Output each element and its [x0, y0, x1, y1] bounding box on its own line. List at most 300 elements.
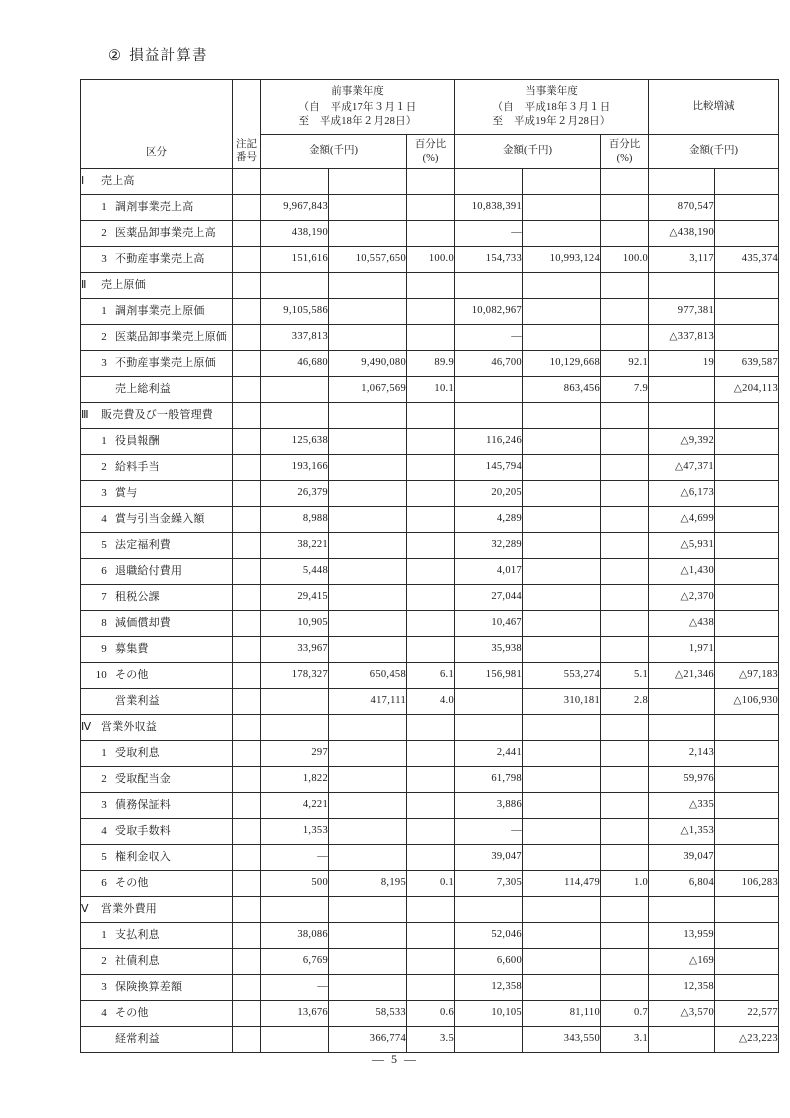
row-label: 営業利益 [115, 695, 160, 708]
prev-percent: 100.0 [407, 247, 455, 273]
diff-total-amount: 22,577 [715, 1001, 779, 1027]
row-item-number: 2 [101, 773, 107, 786]
table-row [81, 299, 779, 325]
row-item-number: 1 [101, 929, 107, 942]
row-note-number [233, 247, 261, 273]
prev-percent [407, 559, 455, 585]
curr-total-amount: 310,181 [523, 689, 601, 715]
curr-percent [601, 975, 649, 1001]
prev-detail-amount: 4,221 [261, 793, 329, 819]
table-row [81, 481, 779, 507]
curr-detail-amount: 10,838,391 [455, 195, 523, 221]
row-label: 受取配当金 [115, 773, 171, 786]
header-prev-period [261, 80, 455, 135]
prev-detail-amount: — [261, 975, 329, 1001]
table-row [81, 273, 779, 299]
row-label-cell [81, 299, 233, 325]
row-item-number: 1 [101, 201, 107, 214]
row-label-cell [81, 1027, 233, 1053]
diff-total-amount [715, 949, 779, 975]
row-label: 医薬品卸事業売上原価 [115, 331, 227, 344]
row-label-cell [81, 273, 233, 299]
row-label-cell [81, 767, 233, 793]
table-row [81, 195, 779, 221]
row-note-number [233, 221, 261, 247]
row-label: 営業外収益 [101, 721, 157, 734]
prev-total-amount: 58,533 [329, 1001, 407, 1027]
curr-detail-amount: 61,798 [455, 767, 523, 793]
curr-percent: 3.1 [601, 1027, 649, 1053]
prev-percent: 10.1 [407, 377, 455, 403]
row-note-number [233, 819, 261, 845]
prev-percent [407, 403, 455, 429]
diff-total-amount: △23,223 [715, 1027, 779, 1053]
prev-total-amount [329, 429, 407, 455]
curr-detail-amount [455, 1027, 523, 1053]
table-row [81, 637, 779, 663]
diff-total-amount [715, 455, 779, 481]
row-note-number [233, 793, 261, 819]
curr-percent-line2: (%) [616, 152, 633, 164]
prev-percent [407, 507, 455, 533]
diff-total-amount [715, 559, 779, 585]
curr-period-name: 当事業年度 [525, 85, 578, 97]
curr-total-amount [523, 767, 601, 793]
diff-total-amount [715, 403, 779, 429]
prev-detail-amount: 26,379 [261, 481, 329, 507]
curr-detail-amount: 39,047 [455, 845, 523, 871]
curr-percent [601, 715, 649, 741]
row-label: 法定福利費 [115, 539, 171, 552]
curr-detail-amount: 10,105 [455, 1001, 523, 1027]
curr-total-amount [523, 975, 601, 1001]
row-note-number [233, 169, 261, 195]
curr-detail-amount: 3,886 [455, 793, 523, 819]
row-label: 保険換算差額 [115, 981, 183, 994]
row-label: 営業外費用 [101, 903, 157, 916]
row-item-number: 3 [101, 357, 107, 370]
prev-total-amount [329, 169, 407, 195]
row-item-number: 3 [101, 487, 107, 500]
curr-percent: 2.8 [601, 689, 649, 715]
prev-detail-amount: 1,822 [261, 767, 329, 793]
table-row [81, 455, 779, 481]
row-label-cell [81, 429, 233, 455]
prev-detail-amount: 38,221 [261, 533, 329, 559]
row-label-cell [81, 793, 233, 819]
prev-percent: 3.5 [407, 1027, 455, 1053]
curr-total-amount [523, 585, 601, 611]
prev-detail-amount: 29,415 [261, 585, 329, 611]
row-item-number: 2 [101, 331, 107, 344]
prev-percent: 0.6 [407, 1001, 455, 1027]
row-note-number [233, 923, 261, 949]
curr-detail-amount: 7,305 [455, 871, 523, 897]
row-label-cell [81, 195, 233, 221]
prev-percent: 6.1 [407, 663, 455, 689]
row-label-cell [81, 611, 233, 637]
curr-detail-amount: — [455, 325, 523, 351]
curr-percent [601, 923, 649, 949]
curr-percent: 100.0 [601, 247, 649, 273]
curr-total-amount [523, 429, 601, 455]
diff-detail-amount: 1,971 [649, 637, 715, 663]
table-row [81, 663, 779, 689]
row-label: その他 [115, 1007, 149, 1020]
prev-percent [407, 429, 455, 455]
curr-period-to: 至 平成19年２月28日） [492, 116, 611, 128]
prev-detail-amount: 178,327 [261, 663, 329, 689]
row-note-number [233, 767, 261, 793]
row-label: 売上総利益 [115, 383, 171, 396]
page-title [108, 44, 208, 65]
diff-total-amount [715, 845, 779, 871]
diff-total-amount: 639,587 [715, 351, 779, 377]
row-note-number [233, 585, 261, 611]
prev-total-amount [329, 897, 407, 923]
row-item-number: 5 [101, 539, 107, 552]
curr-percent: 0.7 [601, 1001, 649, 1027]
prev-percent [407, 923, 455, 949]
prev-total-amount [329, 741, 407, 767]
prev-detail-amount [261, 715, 329, 741]
prev-total-amount: 8,195 [329, 871, 407, 897]
row-item-number: 2 [101, 955, 107, 968]
curr-total-amount: 81,110 [523, 1001, 601, 1027]
row-item-number: 7 [101, 591, 107, 604]
diff-detail-amount: 870,547 [649, 195, 715, 221]
prev-detail-amount [261, 403, 329, 429]
curr-total-amount [523, 845, 601, 871]
curr-detail-amount: — [455, 819, 523, 845]
diff-detail-amount: △6,173 [649, 481, 715, 507]
prev-percent [407, 533, 455, 559]
header-note-number [233, 80, 261, 169]
diff-detail-amount: 13,959 [649, 923, 715, 949]
diff-total-amount [715, 533, 779, 559]
header-curr-amount: 金額(千円) [455, 135, 601, 169]
diff-detail-amount: 19 [649, 351, 715, 377]
row-note-number [233, 949, 261, 975]
row-item-number: 1 [101, 747, 107, 760]
row-note-number [233, 403, 261, 429]
row-item-number: 9 [101, 643, 107, 656]
curr-percent [601, 221, 649, 247]
row-label-cell [81, 715, 233, 741]
curr-total-amount [523, 819, 601, 845]
curr-percent [601, 507, 649, 533]
row-label-cell [81, 637, 233, 663]
row-note-number [233, 273, 261, 299]
row-item-number: 2 [101, 461, 107, 474]
diff-detail-amount [649, 377, 715, 403]
diff-total-amount [715, 637, 779, 663]
row-roman-numeral: Ⅴ [81, 903, 89, 916]
curr-percent [601, 299, 649, 325]
prev-percent: 0.1 [407, 871, 455, 897]
row-note-number [233, 377, 261, 403]
prev-detail-amount: 13,676 [261, 1001, 329, 1027]
row-item-number: 4 [101, 1007, 107, 1020]
prev-percent [407, 949, 455, 975]
prev-detail-amount: 38,086 [261, 923, 329, 949]
prev-total-amount: 366,774 [329, 1027, 407, 1053]
diff-total-amount [715, 611, 779, 637]
table-row [81, 507, 779, 533]
diff-detail-amount: △1,430 [649, 559, 715, 585]
row-label: 給料手当 [115, 461, 160, 474]
curr-detail-amount: 4,289 [455, 507, 523, 533]
curr-detail-amount: 12,358 [455, 975, 523, 1001]
prev-detail-amount: 151,616 [261, 247, 329, 273]
curr-percent [601, 403, 649, 429]
diff-detail-amount: 3,117 [649, 247, 715, 273]
table-row [81, 975, 779, 1001]
prev-detail-amount: 9,967,843 [261, 195, 329, 221]
prev-period-to: 至 平成18年２月28日） [298, 116, 417, 128]
row-label-cell [81, 247, 233, 273]
prev-percent [407, 325, 455, 351]
prev-percent [407, 845, 455, 871]
row-label-cell [81, 507, 233, 533]
table-row [81, 949, 779, 975]
prev-total-amount [329, 585, 407, 611]
curr-total-amount [523, 949, 601, 975]
curr-detail-amount: 35,938 [455, 637, 523, 663]
diff-total-amount [715, 195, 779, 221]
prev-detail-amount: 193,166 [261, 455, 329, 481]
diff-total-amount [715, 169, 779, 195]
curr-total-amount: 10,993,124 [523, 247, 601, 273]
row-note-number [233, 533, 261, 559]
row-label-cell [81, 403, 233, 429]
curr-detail-amount: 52,046 [455, 923, 523, 949]
prev-total-amount: 10,557,650 [329, 247, 407, 273]
prev-total-amount [329, 403, 407, 429]
row-note-number [233, 559, 261, 585]
row-note-number [233, 299, 261, 325]
diff-detail-amount: △337,813 [649, 325, 715, 351]
diff-total-amount [715, 715, 779, 741]
table-row [81, 585, 779, 611]
curr-detail-amount: 4,017 [455, 559, 523, 585]
prev-total-amount [329, 767, 407, 793]
curr-percent [601, 533, 649, 559]
diff-detail-amount: △5,931 [649, 533, 715, 559]
row-note-number [233, 663, 261, 689]
curr-percent [601, 169, 649, 195]
row-note-number [233, 325, 261, 351]
row-item-number: 1 [101, 305, 107, 318]
curr-percent [601, 741, 649, 767]
curr-detail-amount [455, 897, 523, 923]
diff-total-amount: 106,283 [715, 871, 779, 897]
row-label: 債務保証料 [115, 799, 171, 812]
row-item-number: 6 [101, 877, 107, 890]
prev-percent [407, 897, 455, 923]
prev-total-amount [329, 221, 407, 247]
row-label-cell [81, 741, 233, 767]
prev-total-amount: 1,067,569 [329, 377, 407, 403]
curr-percent: 7.9 [601, 377, 649, 403]
curr-total-amount [523, 169, 601, 195]
diff-total-amount [715, 819, 779, 845]
row-item-number: 6 [101, 565, 107, 578]
row-label: 受取利息 [115, 747, 160, 760]
row-label: 調剤事業売上原価 [115, 305, 205, 318]
row-label: 売上原価 [101, 279, 146, 292]
row-label: 調剤事業売上高 [115, 201, 194, 214]
prev-percent: 4.0 [407, 689, 455, 715]
prev-total-amount [329, 533, 407, 559]
prev-detail-amount: 8,988 [261, 507, 329, 533]
diff-detail-amount: △47,371 [649, 455, 715, 481]
curr-total-amount [523, 481, 601, 507]
diff-total-amount [715, 429, 779, 455]
diff-total-amount [715, 585, 779, 611]
row-label-cell [81, 221, 233, 247]
prev-percent [407, 299, 455, 325]
row-label: 販売費及び一般管理費 [101, 409, 213, 422]
diff-detail-amount: 6,804 [649, 871, 715, 897]
row-item-number: 3 [101, 981, 107, 994]
prev-detail-amount [261, 1027, 329, 1053]
diff-detail-amount: △9,392 [649, 429, 715, 455]
curr-total-amount [523, 273, 601, 299]
curr-detail-amount: 27,044 [455, 585, 523, 611]
row-note-number [233, 637, 261, 663]
prev-total-amount [329, 975, 407, 1001]
curr-percent [601, 611, 649, 637]
row-item-number: 4 [101, 825, 107, 838]
diff-total-amount [715, 793, 779, 819]
diff-total-amount [715, 741, 779, 767]
prev-percent [407, 585, 455, 611]
diff-total-amount [715, 507, 779, 533]
diff-total-amount: △97,183 [715, 663, 779, 689]
curr-total-amount: 114,479 [523, 871, 601, 897]
prev-detail-amount: 5,448 [261, 559, 329, 585]
diff-total-amount [715, 325, 779, 351]
row-label-cell [81, 559, 233, 585]
table-row [81, 1027, 779, 1053]
row-roman-numeral: Ⅳ [81, 721, 92, 734]
curr-total-amount [523, 195, 601, 221]
prev-percent [407, 741, 455, 767]
curr-percent [601, 429, 649, 455]
diff-detail-amount: △438,190 [649, 221, 715, 247]
curr-percent-line1: 百分比 [608, 139, 641, 151]
curr-percent [601, 559, 649, 585]
table-row [81, 559, 779, 585]
row-label-cell [81, 481, 233, 507]
table-row [81, 897, 779, 923]
row-label-cell [81, 1001, 233, 1027]
row-item-number: 1 [101, 435, 107, 448]
prev-detail-amount [261, 377, 329, 403]
prev-detail-amount: 438,190 [261, 221, 329, 247]
curr-detail-amount: 10,082,967 [455, 299, 523, 325]
row-note-number [233, 195, 261, 221]
row-label: 不動産事業売上高 [115, 253, 205, 266]
curr-detail-amount: 116,246 [455, 429, 523, 455]
diff-detail-amount: △335 [649, 793, 715, 819]
row-label-cell [81, 325, 233, 351]
prev-detail-amount: 297 [261, 741, 329, 767]
prev-detail-amount [261, 689, 329, 715]
table-header [81, 80, 779, 169]
header-note-line1: 注記 [236, 138, 257, 150]
curr-total-amount [523, 455, 601, 481]
row-label: 支払利息 [115, 929, 160, 942]
diff-detail-amount: △169 [649, 949, 715, 975]
row-label-cell [81, 897, 233, 923]
title-text: 損益計算書 [129, 48, 208, 64]
prev-total-amount [329, 481, 407, 507]
diff-detail-amount: 59,976 [649, 767, 715, 793]
prev-period-name: 前事業年度 [331, 85, 384, 97]
prev-total-amount [329, 845, 407, 871]
diff-total-amount: △106,930 [715, 689, 779, 715]
prev-percent [407, 221, 455, 247]
row-label: 役員報酬 [115, 435, 160, 448]
row-note-number [233, 611, 261, 637]
table-row [81, 325, 779, 351]
diff-detail-amount: △438 [649, 611, 715, 637]
diff-total-amount [715, 923, 779, 949]
title-marker: ② [108, 48, 123, 64]
diff-detail-amount: 2,143 [649, 741, 715, 767]
prev-total-amount [329, 637, 407, 663]
row-label-cell [81, 351, 233, 377]
curr-detail-amount [455, 169, 523, 195]
table-row [81, 715, 779, 741]
table-row [81, 403, 779, 429]
row-roman-numeral: Ⅲ [81, 409, 89, 422]
row-note-number [233, 871, 261, 897]
curr-percent [601, 819, 649, 845]
curr-total-amount [523, 559, 601, 585]
prev-percent [407, 975, 455, 1001]
table-row [81, 1001, 779, 1027]
row-label: 社債利息 [115, 955, 160, 968]
prev-detail-amount: 33,967 [261, 637, 329, 663]
diff-total-amount [715, 273, 779, 299]
prev-percent: 89.9 [407, 351, 455, 377]
curr-detail-amount [455, 715, 523, 741]
diff-total-amount [715, 767, 779, 793]
table-row [81, 923, 779, 949]
row-item-number: 3 [101, 253, 107, 266]
diff-detail-amount [649, 689, 715, 715]
curr-percent [601, 949, 649, 975]
row-note-number [233, 741, 261, 767]
diff-total-amount [715, 897, 779, 923]
curr-total-amount: 10,129,668 [523, 351, 601, 377]
row-note-number [233, 507, 261, 533]
prev-detail-amount [261, 273, 329, 299]
prev-total-amount: 9,490,080 [329, 351, 407, 377]
curr-percent [601, 585, 649, 611]
curr-detail-amount: 6,600 [455, 949, 523, 975]
prev-percent [407, 715, 455, 741]
curr-percent [601, 455, 649, 481]
diff-detail-amount: 977,381 [649, 299, 715, 325]
row-note-number [233, 845, 261, 871]
curr-total-amount: 863,456 [523, 377, 601, 403]
prev-detail-amount: 500 [261, 871, 329, 897]
row-item-number: 5 [101, 851, 107, 864]
